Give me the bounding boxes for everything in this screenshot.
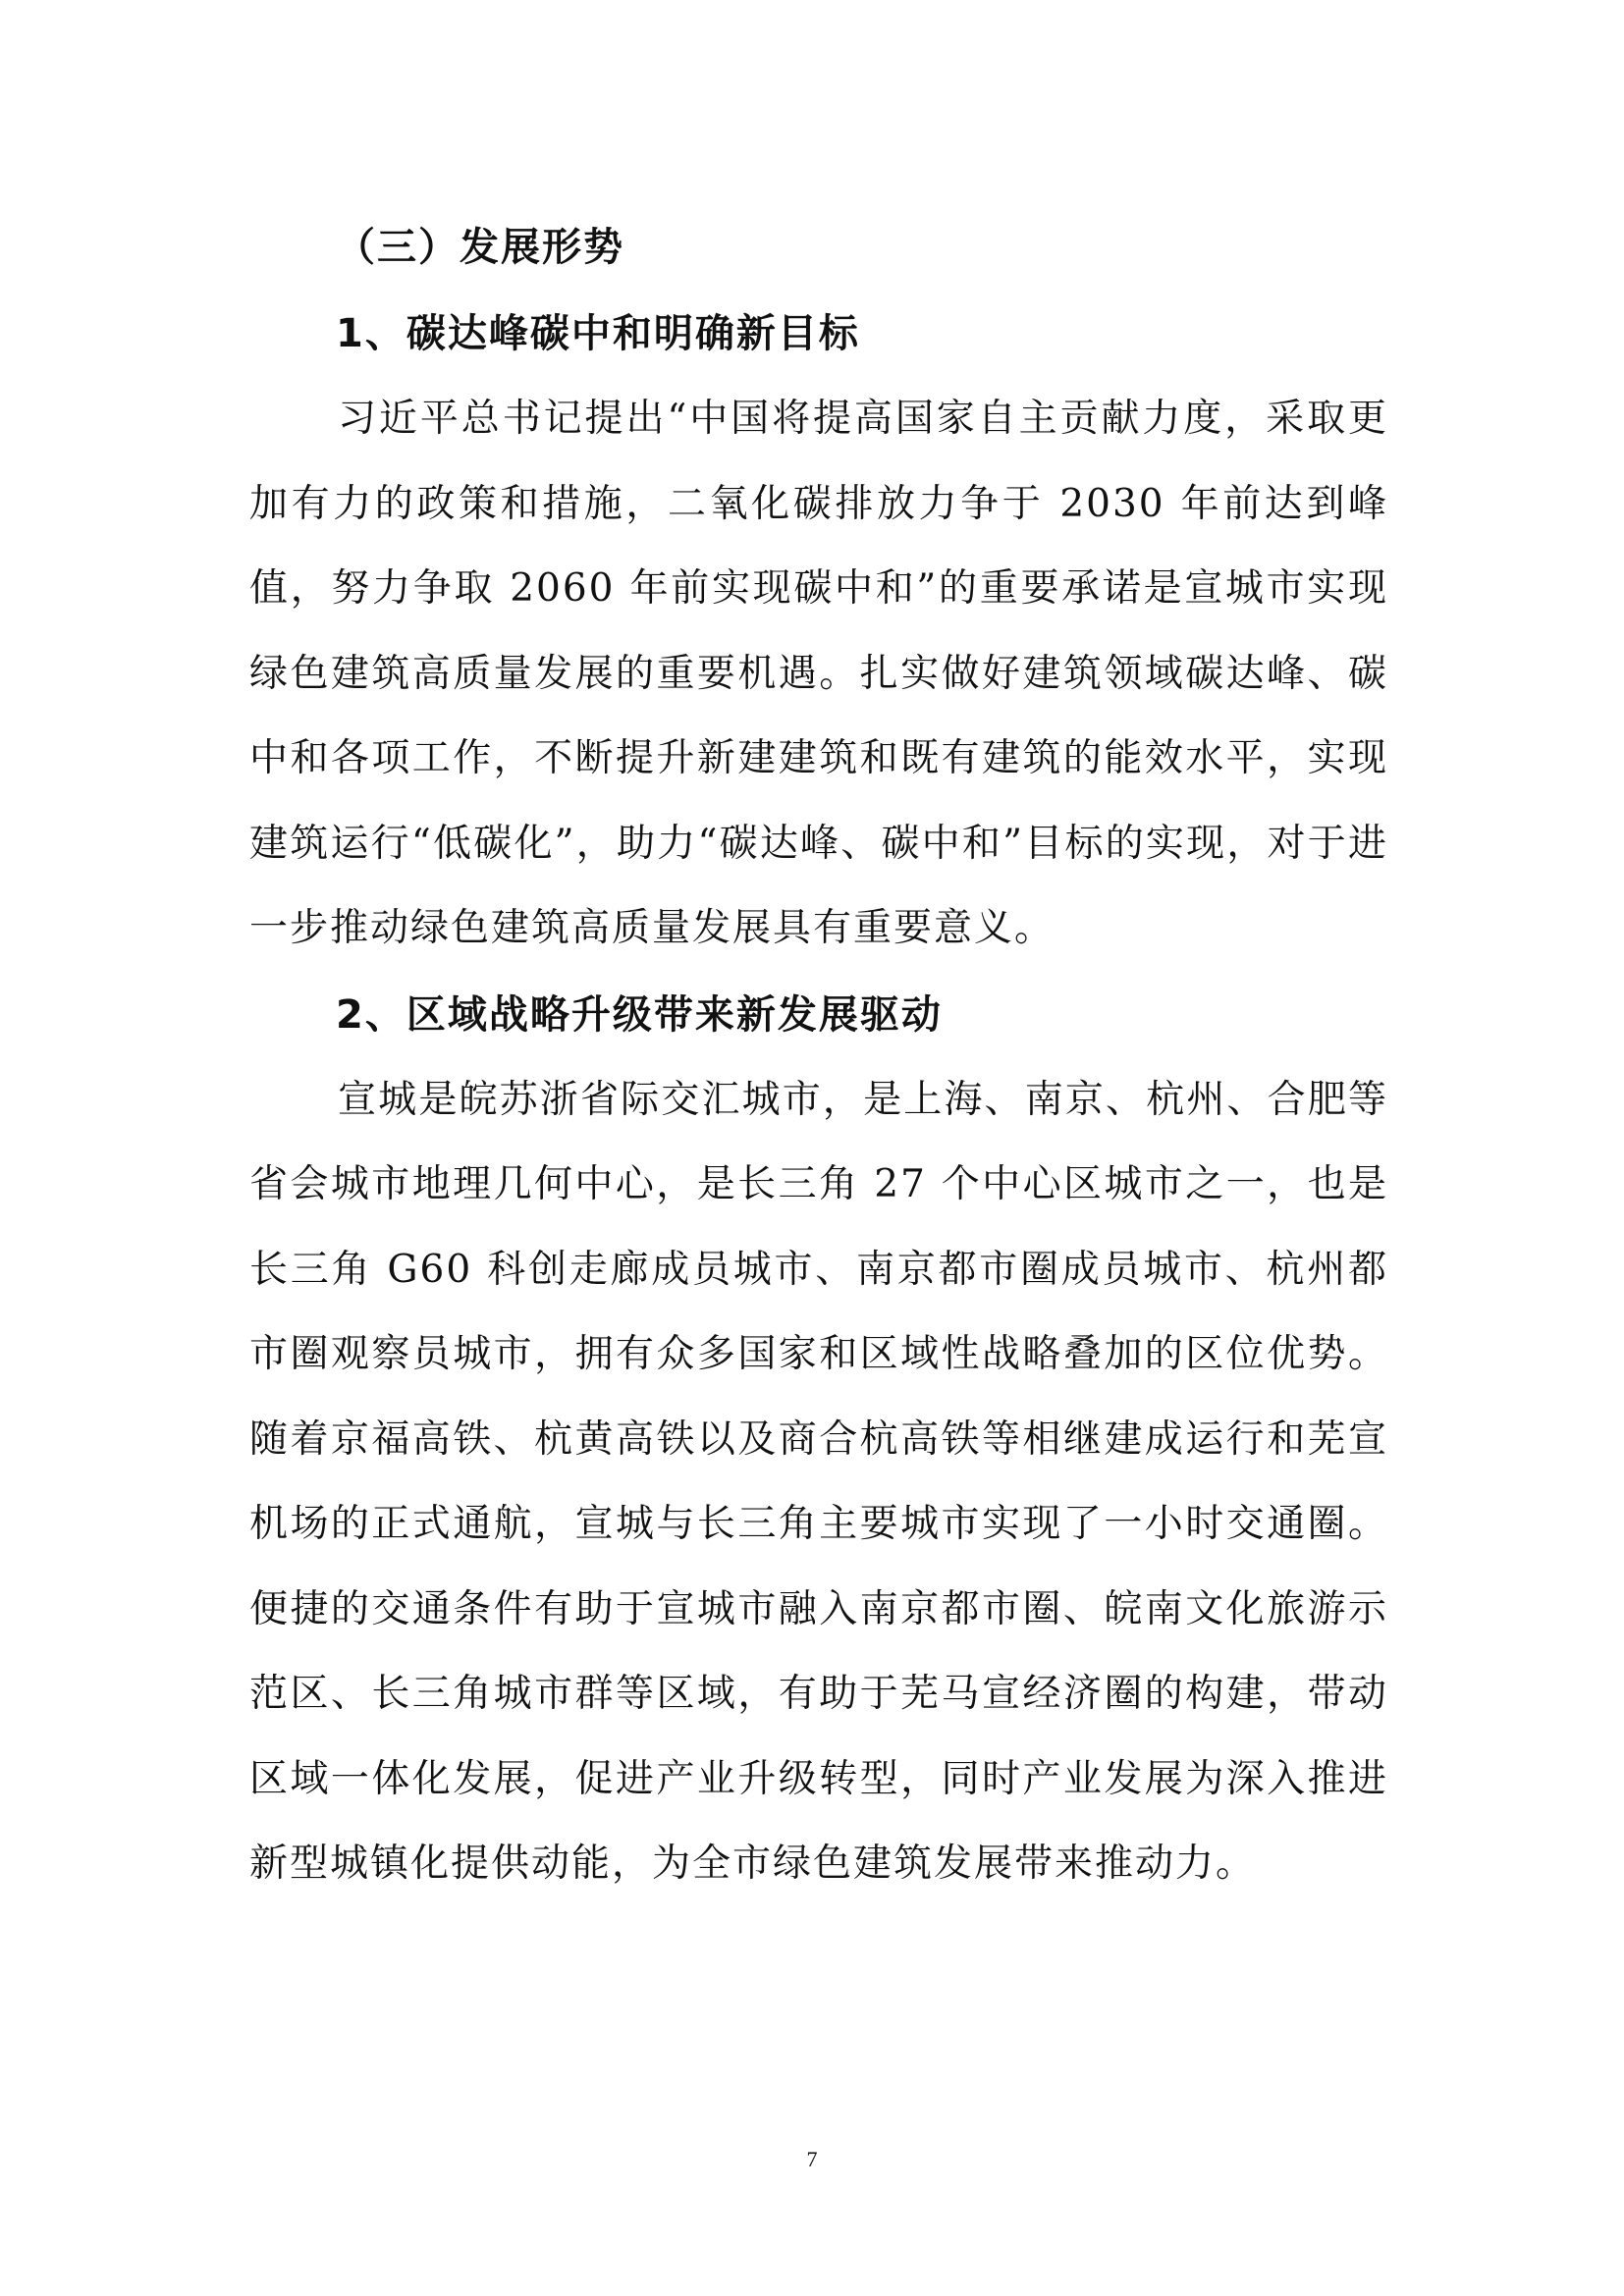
subsection-paragraph-1: 习近平总书记提出“中国将提高国家自主贡献力度，采取更加有力的政策和措施，二氧化碳排放力争于 2030 年前达到峰值，努力争取 2060 年前实现碳中和”的重要承诺是宣城市实现绿色建筑高质量发展的重要机遇。扎实做好建筑领域碳达峰、碳中和各项工作，不断提升新建建筑和既有建筑的能效水平，实现建筑运行“低碳化”，助力“碳达峰、碳中和”目标的实现，对于进一步推动绿色建筑高质量发展具有重要意义。: [249, 397, 1388, 950]
subsection-heading-1: 1、碳达峰碳中和明确新目标: [336, 311, 860, 356]
page-content: [249, 204, 1388, 1907]
page-number: 7: [806, 2147, 818, 2171]
subsection-heading-2: 2、区域战略升级带来新发展驱动: [336, 991, 943, 1038]
subsection-paragraph-2: 宣城是皖苏浙省际交汇城市，是上海、南京、杭州、合肥等省会城市地理几何中心，是长三角 27 个中心区城市之一，也是长三角 G60 科创走廊成员城市、南京都市圈成员城市、杭州都市圈观察员城市，拥有众多国家和区域性战略叠加的区位优势。随着京福高铁、杭黄高铁以及商合杭高铁等相继建成运行和芜宣机场的正式通航，宣城与长三角主要城市实现了一小时交通圈。便捷的交通条件有助于宣城市融入南京都市圈、皖南文化旅游示范区、长三角城市群等区域，有助于芜马宣经济圈的构建，带动区域一体化发展，促进产业升级转型，同时产业发展为深入推进新型城镇化提供动能，为全市绿色建筑发展带来推动力。: [249, 1077, 1388, 1886]
section-heading: （三）发展形势: [336, 225, 624, 270]
